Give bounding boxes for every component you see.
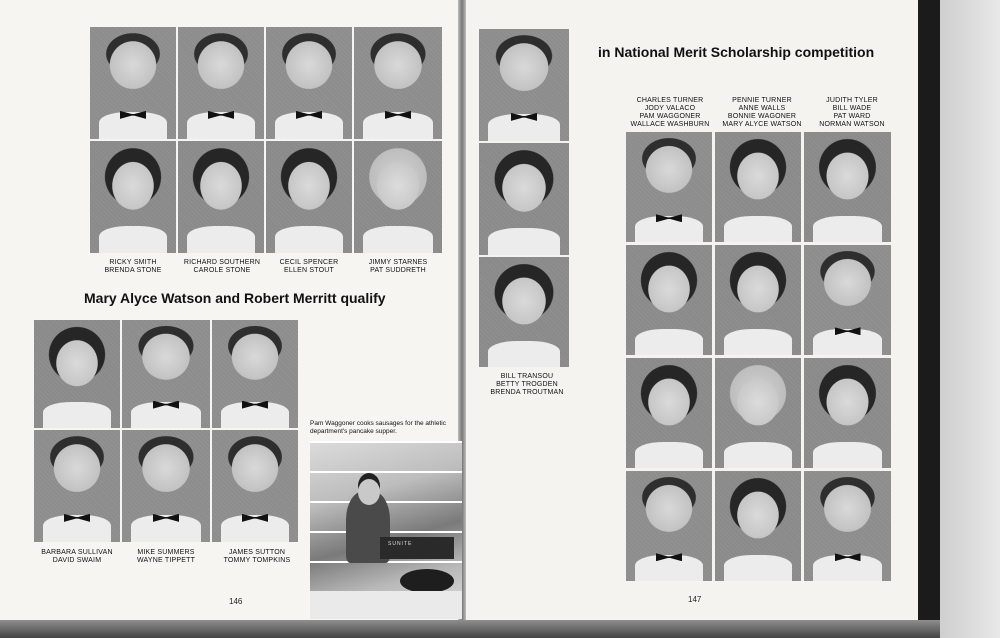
left-page-heading: Mary Alyce Watson and Robert Merritt qualify (84, 290, 386, 306)
student-name: ANNE WALLS (738, 105, 786, 112)
portrait-ricky-smith (90, 27, 176, 139)
right-page-heading: in National Merit Scholarship competition (598, 44, 875, 60)
photo-caption: Pam Waggoner cooks sausages for the athletic department's pancake supper. (310, 420, 446, 435)
name-caption (266, 259, 352, 275)
portrait-james-sutton (212, 320, 298, 428)
name-caption (212, 549, 302, 565)
photo-frying-pan (400, 569, 454, 593)
portrait-mike-summers (122, 320, 210, 428)
name-caption (620, 97, 720, 129)
name-caption (800, 97, 904, 129)
portrait-bill-transou (479, 29, 569, 141)
portrait-bonnie-wagoner (715, 358, 801, 468)
student-name: BRENDA STONE (104, 267, 162, 274)
portrait-bill-wade (804, 245, 891, 355)
portrait-jimmy-starnes (354, 27, 442, 139)
student-name: PAT WARD (833, 113, 871, 120)
student-name: BARBARA SULLIVAN (41, 549, 113, 556)
student-name: JIMMY STARNES (368, 259, 428, 266)
portrait-cecil-spencer (266, 27, 352, 139)
student-name: PAT SUDDRETH (370, 267, 426, 274)
portrait-wayne-tippett (122, 430, 210, 542)
student-name: WALLACE WASHBURN (630, 121, 710, 128)
student-name: PENNIE TURNER (732, 97, 792, 104)
name-caption (122, 549, 210, 565)
portrait-mary-alyce-watson (715, 471, 801, 581)
student-name: MIKE SUMMERS (137, 549, 195, 556)
portrait-jody-valaco (626, 245, 712, 355)
portrait-anne-walls (715, 245, 801, 355)
portrait-norman-watson (804, 471, 891, 581)
portrait-richard-southern (178, 27, 264, 139)
student-name: DAVID SWAIM (52, 557, 102, 564)
student-name: WAYNE TIPPETT (136, 557, 196, 564)
student-name: BILL TRANSOU (500, 373, 554, 380)
name-caption (90, 259, 176, 275)
portrait-pat-ward (804, 358, 891, 468)
portrait-tommy-tompkins (212, 430, 298, 542)
griddle-brand-text: SUNITE (388, 541, 413, 547)
portrait-pam-waggoner (626, 358, 712, 468)
portrait-david-swaim (34, 430, 120, 542)
book-binding (918, 0, 940, 632)
name-caption (354, 259, 442, 275)
book-bottom-edge (0, 620, 940, 638)
portrait-brenda-stone (90, 141, 176, 253)
student-name: MARY ALYCE WATSON (722, 121, 802, 128)
photo-person-head (358, 479, 380, 505)
student-name: JAMES SUTTON (228, 549, 286, 556)
student-name: BONNIE WAGONER (727, 113, 797, 120)
name-caption (30, 549, 124, 565)
name-caption (712, 97, 812, 129)
portrait-barbara-sullivan (34, 320, 120, 428)
portrait-betty-trogden (479, 143, 569, 255)
portrait-charles-turner (626, 132, 712, 242)
student-name: JODY VALACO (644, 105, 696, 112)
portrait-pennie-turner (715, 132, 801, 242)
student-name: BILL WADE (832, 105, 872, 112)
student-name: BRENDA TROUTMAN (490, 389, 564, 396)
candid-photo-cooking (310, 441, 462, 619)
student-name: TOMMY TOMPKINS (223, 557, 291, 564)
page-number-right: 147 (688, 595, 702, 604)
scan-background (940, 0, 1000, 638)
student-name: ELLEN STOUT (284, 267, 334, 274)
name-caption (479, 373, 575, 397)
student-name: CAROLE STONE (193, 267, 251, 274)
student-name: JUDITH TYLER (826, 97, 878, 104)
portrait-pat-suddreth (354, 141, 442, 253)
student-name: RICHARD SOUTHERN (183, 259, 261, 266)
portrait-wallace-washburn (626, 471, 712, 581)
photo-stove (310, 591, 462, 619)
portrait-judith-tyler (804, 132, 891, 242)
portrait-ellen-stout (266, 141, 352, 253)
student-name: RICKY SMITH (109, 259, 157, 266)
portrait-brenda-troutman (479, 257, 569, 367)
student-name: NORMAN WATSON (819, 121, 885, 128)
student-name: CHARLES TURNER (636, 97, 704, 104)
student-name: PAM WAGGONER (639, 113, 701, 120)
name-caption (174, 259, 270, 275)
page-number-left: 146 (229, 597, 243, 606)
portrait-carole-stone (178, 141, 264, 253)
student-name: BETTY TROGDEN (496, 381, 558, 388)
student-name: CECIL SPENCER (279, 259, 339, 266)
